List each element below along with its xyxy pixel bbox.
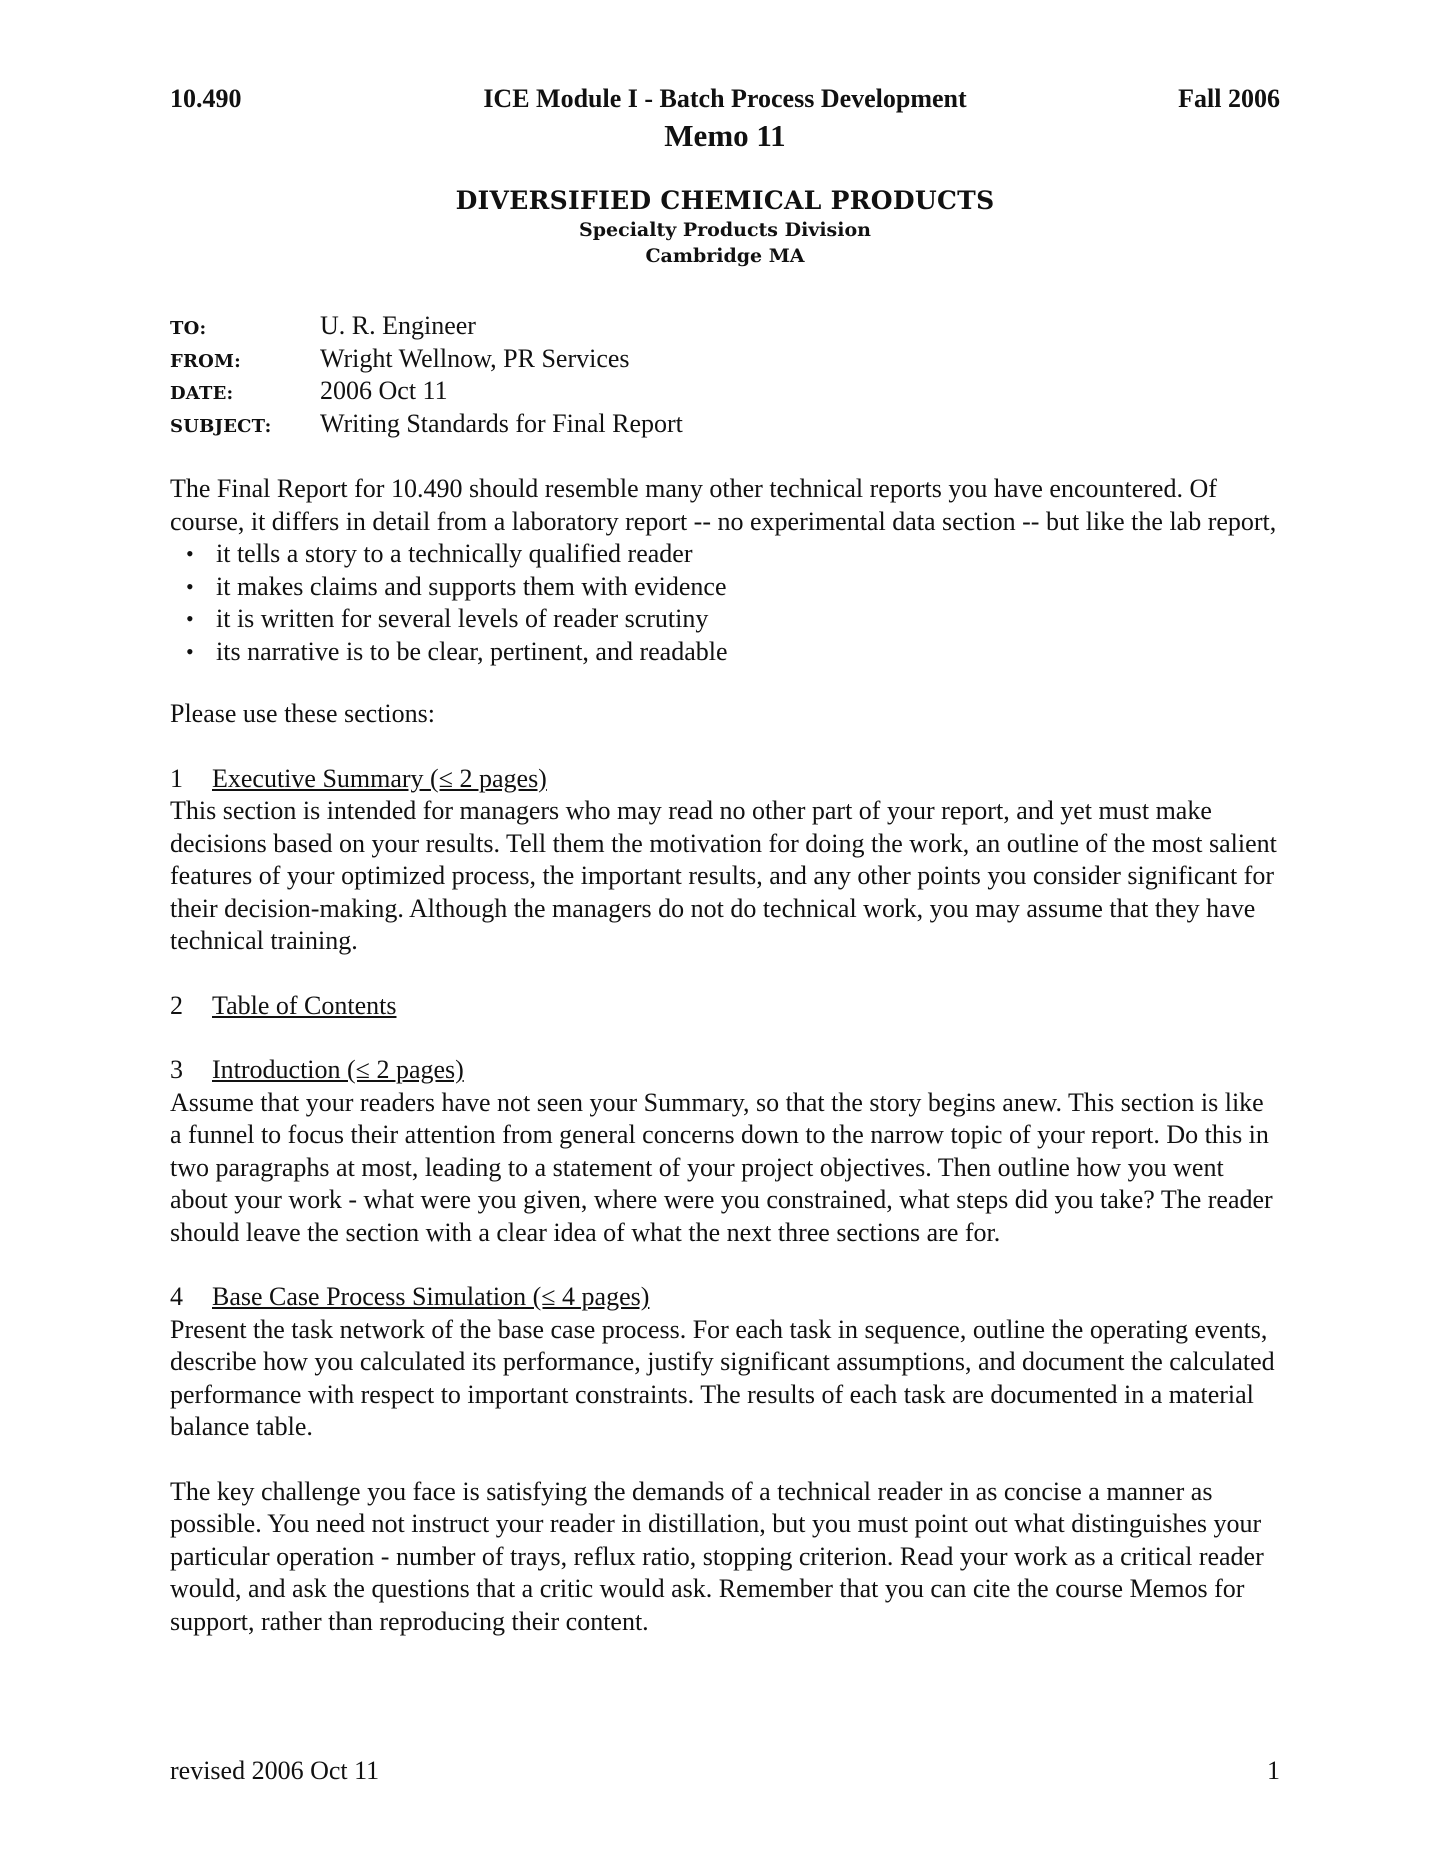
- section-number: 3: [170, 1055, 183, 1084]
- from-label: FROM:: [170, 350, 241, 372]
- memo-header: [170, 311, 1280, 441]
- list-item: • it tells a story to a technically qualified reader: [216, 538, 1280, 571]
- date-row: [170, 376, 1280, 409]
- section-base-case: [170, 1281, 1280, 1638]
- section-number: 1: [170, 763, 183, 793]
- section-title: Table of Contents: [212, 990, 397, 1020]
- section-number: 4: [170, 1282, 183, 1311]
- section-title: Executive Summary (≤ 2 pages): [212, 763, 547, 793]
- company-letterhead: [170, 186, 1280, 267]
- date-value: 2006 Oct 11: [320, 376, 448, 405]
- course-number: 10.490: [170, 84, 242, 113]
- section-title: Introduction (≤ 2 pages): [212, 1055, 464, 1084]
- intro-paragraph: The Final Report for 10.490 should resemble many other technical reports you have encountered. Of course, it differs in detail from a laboratory report -- no experimental data section -- but like the lab report,: [170, 474, 1277, 536]
- section-heading: [170, 763, 1280, 796]
- from-value: Wright Wellnow, PR Services: [320, 343, 630, 373]
- to-label: TO:: [170, 318, 207, 339]
- sections-intro: Please use these sections:: [170, 699, 435, 728]
- company-name: DIVERSIFIED CHEMICAL PRODUCTS: [455, 186, 995, 215]
- revision-date: revised 2006 Oct 11: [170, 1756, 380, 1785]
- section-executive-summary: [170, 763, 1280, 958]
- section-text: Assume that your readers have not seen your Summary, so that the story begins anew. This section is like a funnel to focus their attention from general concerns down to the narrow topic of your report. Do this in two paragraphs at most, leading to a statement of your project objectives. Then outline how you went about your work - what were you given, where were you constrained, what steps did you take? The reader should leave the section with a clear idea of what the next three sections are for.: [170, 1087, 1273, 1247]
- list-item: • it is written for several levels of reader scrutiny: [216, 603, 1280, 636]
- company-division: Specialty Products Division: [579, 219, 871, 241]
- section-table-of-contents: [170, 990, 1280, 1023]
- date-label: DATE:: [170, 383, 234, 404]
- page-number: 1: [1267, 1756, 1280, 1785]
- section-heading: [170, 1281, 1280, 1314]
- subject-value: Writing Standards for Final Report: [320, 408, 683, 438]
- section-text: Present the task network of the base case process. For each task in sequence, outline the operating events, describe how you calculated its performance, justify significant assumptions, and document the calculated performance with respect to important constraints. The results of each task are documented in a material balance table.: [170, 1314, 1275, 1441]
- list-item: • its narrative is to be clear, pertinent, and readable: [216, 636, 1280, 669]
- section-heading: [170, 990, 1280, 1023]
- intro-bullet-list: [170, 538, 1280, 668]
- memo-page: [170, 84, 1280, 1638]
- section-heading: [170, 1054, 1280, 1087]
- subject-label: SUBJECT:: [170, 415, 272, 437]
- section-number: 2: [170, 990, 183, 1020]
- section-followon-text: The key challenge you face is satisfying the demands of a technical reader in as concise a manner as possible. You need not instruct your reader in distillation, but you must point out what distinguishes your particular operation - number of trays, reflux ratio, stopping criterion. Read your work as a critical reader would, and ask the questions that a critic would ask. Remember that you can cite the course Memos for support, rather than reproducing their content.: [170, 1476, 1264, 1636]
- from-row: [170, 344, 1280, 377]
- section-title: Base Case Process Simulation (≤ 4 pages): [212, 1282, 650, 1311]
- to-value: U. R. Engineer: [320, 311, 476, 340]
- list-item: • it makes claims and supports them with evidence: [216, 571, 1280, 604]
- company-location: Cambridge MA: [645, 245, 805, 267]
- section-text: This section is intended for managers who may read no other part of your report, and yet must make decisions based on your results. Tell them the motivation for doing the work, an outline of the most salient features of your optimized process, the important results, and any other points you consider significant for their decision-making. Although the managers do not do technical work, you may assume that they have technical training.: [170, 796, 1277, 955]
- to-row: [170, 311, 1280, 344]
- page-footer: [170, 1756, 1280, 1786]
- section-introduction: [170, 1054, 1280, 1249]
- course-header: [170, 84, 1280, 118]
- memo-body: [170, 473, 1280, 1638]
- memo-title: Memo 11: [664, 118, 786, 153]
- term: Fall 2006: [1178, 84, 1280, 113]
- module-title: ICE Module I - Batch Process Development: [483, 84, 967, 113]
- subject-row: [170, 409, 1280, 442]
